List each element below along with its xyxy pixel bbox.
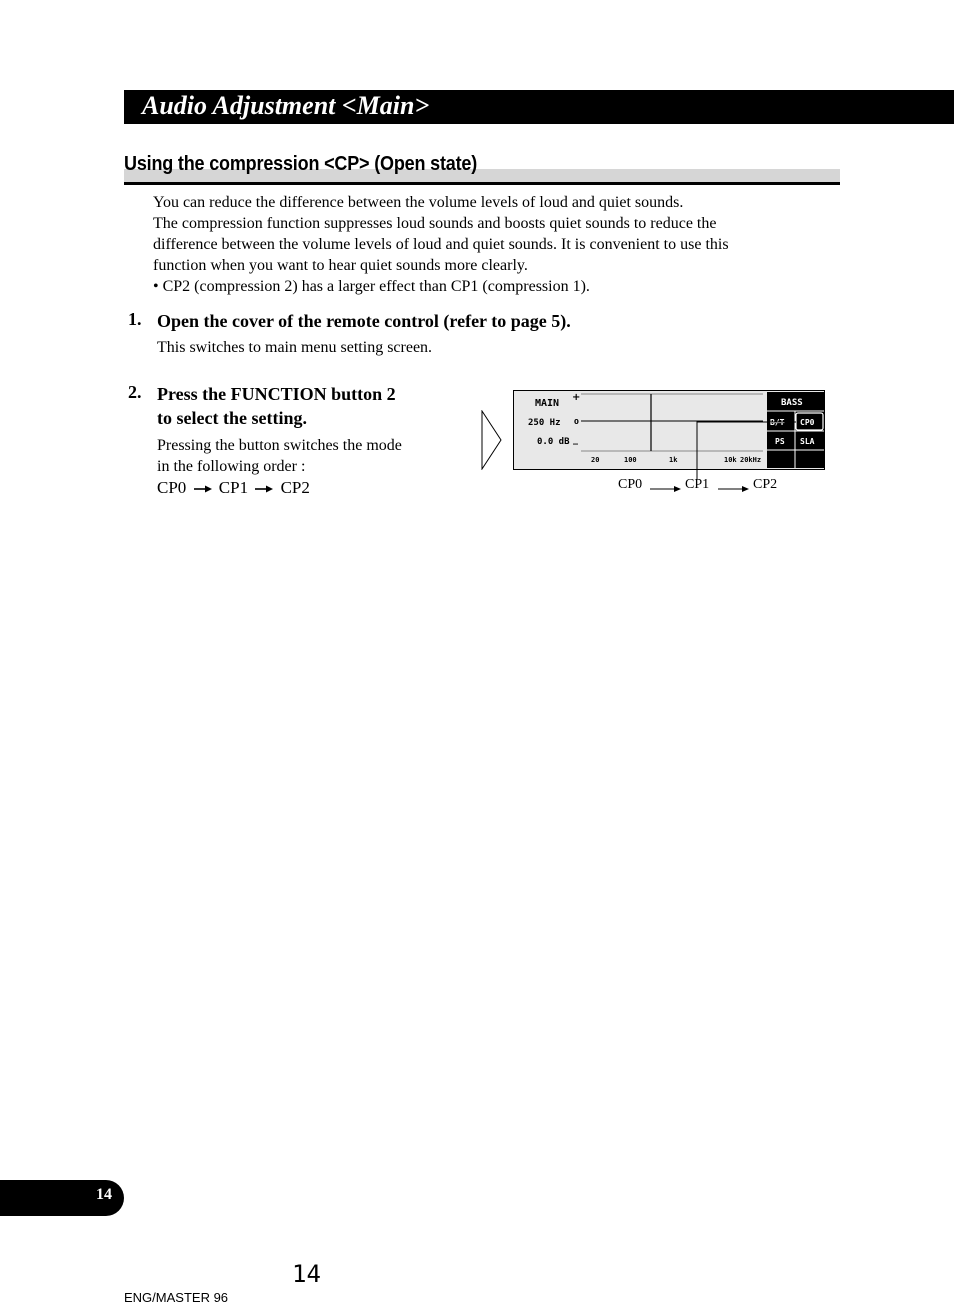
- step-1-desc: This switches to main menu setting screen.: [157, 339, 433, 356]
- step-2-desc-line: Pressing the button switches the mode: [157, 437, 402, 454]
- arrow-right-icon: [650, 484, 682, 494]
- section-title: Using the compression <CP> (Open state): [124, 153, 478, 175]
- lcd-x-tick: 100: [624, 456, 637, 464]
- step-2-title-line: to select the setting.: [157, 408, 307, 428]
- page-title: Audio Adjustment <Main>: [142, 91, 430, 120]
- pointer-triangle-icon: [481, 410, 503, 470]
- lcd-plus-mark: +: [572, 392, 581, 403]
- lcd-freq-label: 250 Hz: [528, 418, 561, 428]
- intro-line: You can reduce the difference between the volume levels of loud and quiet sounds.: [153, 194, 684, 211]
- step-2-desc-line: in the following order :: [157, 458, 306, 475]
- lcd-display: [513, 390, 825, 470]
- lcd-sla-button: SLA: [800, 437, 815, 446]
- lcd-x-tick: 10k: [724, 456, 737, 464]
- step-2-desc: [157, 435, 402, 498]
- lcd-x-tick: 1k: [669, 456, 678, 464]
- step-2-title-line: Press the FUNCTION button 2: [157, 384, 396, 404]
- arrow-right-icon: [254, 484, 274, 494]
- step-2-title: [157, 382, 396, 430]
- step-1-title: Open the cover of the remote control (refer to page 5).: [157, 311, 571, 331]
- arrow-right-icon: [718, 484, 750, 494]
- arrow-right-icon: [193, 484, 213, 494]
- step-2-order: [157, 477, 402, 498]
- lcd-mode-label: MAIN: [535, 398, 560, 409]
- sequence-item: CP0: [618, 477, 643, 492]
- lcd-ps-button: PS: [775, 437, 785, 446]
- intro-line: difference between the volume levels of loud and quiet sounds. It is convenient to use this: [153, 236, 729, 253]
- intro-bullet: • CP2 (compression 2) has a larger effect than CP1 (compression 1).: [153, 278, 590, 295]
- sequence-item: CP1: [685, 477, 710, 492]
- sequence-item: CP2: [753, 477, 778, 492]
- intro-line: The compression function suppresses loud sounds and boosts quiet sounds to reduce the: [153, 215, 717, 232]
- section-rule: [124, 182, 840, 185]
- order-item: CP0: [157, 478, 187, 497]
- page-tab-number: 14: [96, 1186, 112, 1203]
- lcd-cp-button: CP0: [800, 418, 815, 427]
- footer-text: ENG/MASTER 96: [124, 1290, 229, 1305]
- lcd-x-tick: 20: [591, 456, 600, 464]
- intro-text: [153, 192, 843, 297]
- lcd-x-tick: 20kHz: [740, 456, 762, 464]
- intro-line: function when you want to hear quiet sounds more clearly.: [153, 257, 528, 274]
- order-item: CP1: [218, 478, 249, 497]
- lcd-minus-mark: _: [573, 434, 578, 445]
- page-number: 14: [292, 1260, 321, 1288]
- lcd-level-label: 0.0 dB: [537, 437, 570, 447]
- step-1-number: 1.: [128, 309, 142, 329]
- lcd-bt-button: B/T: [770, 418, 785, 427]
- lcd-bass-button: BASS: [781, 398, 803, 408]
- lcd-zero-mark: 0: [574, 418, 579, 426]
- order-item: CP2: [280, 478, 310, 497]
- step-2-number: 2.: [128, 382, 142, 402]
